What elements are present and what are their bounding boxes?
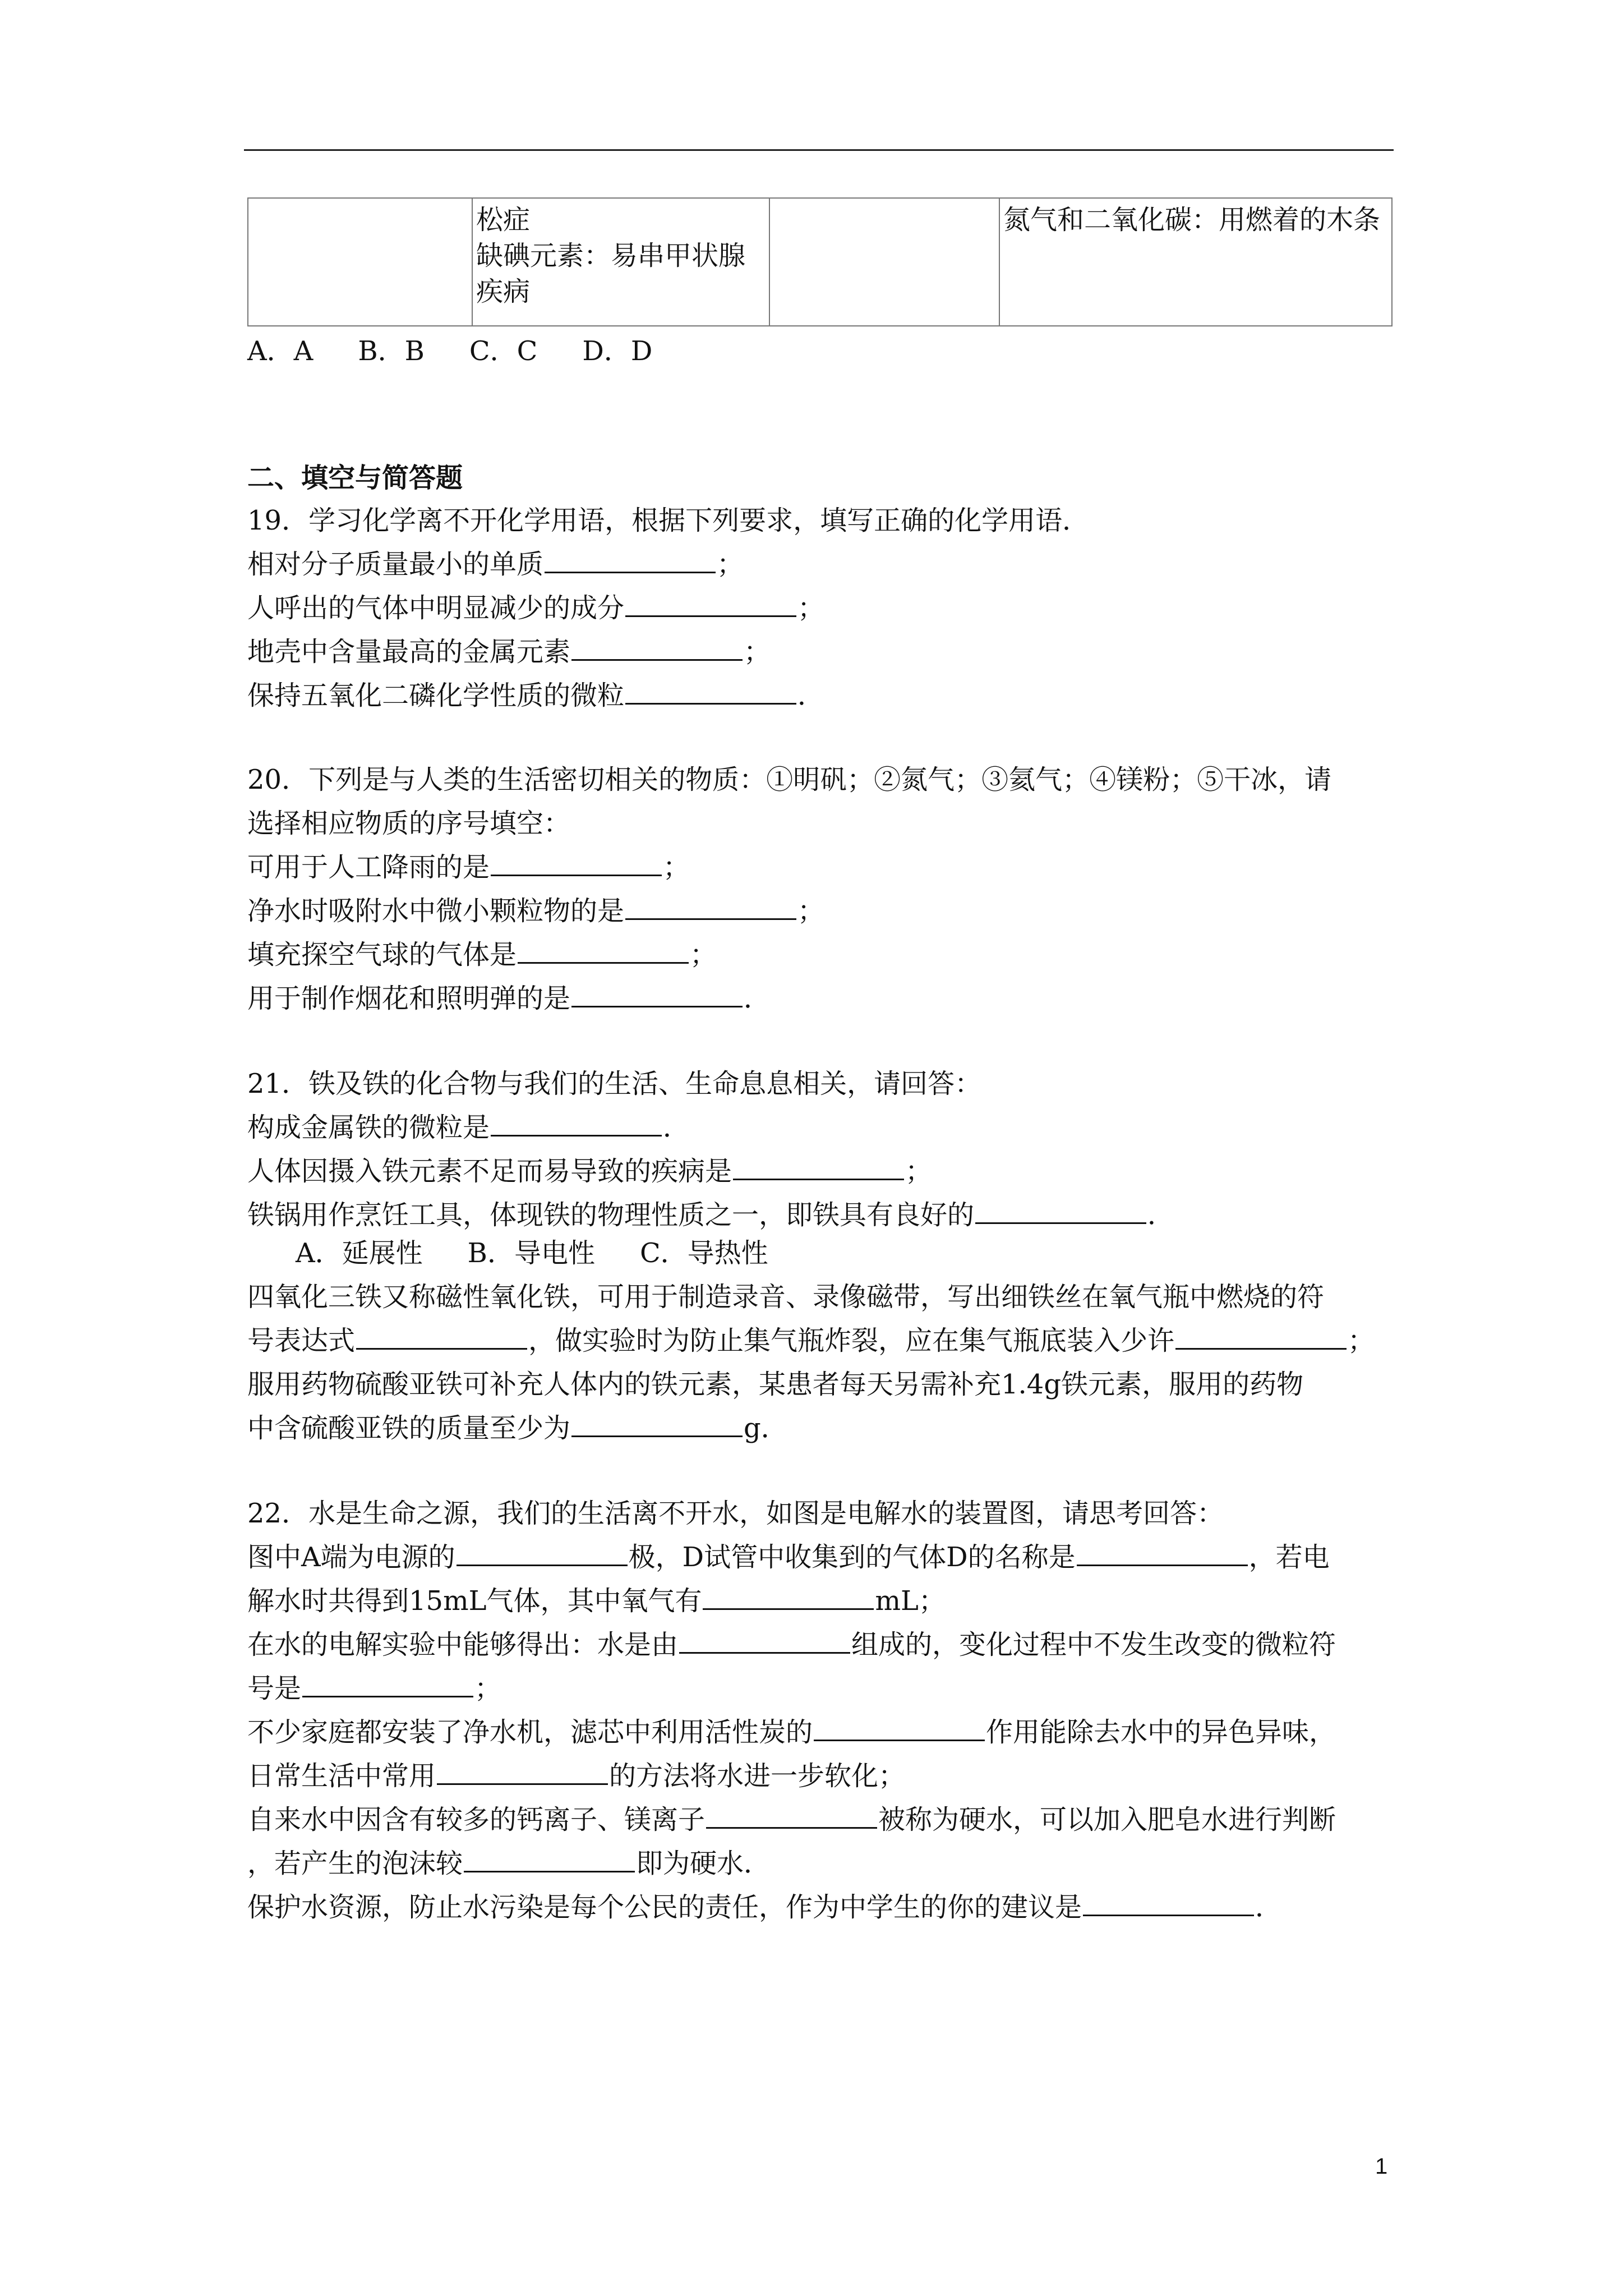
q19-item-4: 保持五氧化二磷化学性质的微粒 ． [247,678,824,714]
answer-table-fragment [247,197,1393,326]
q22-line-7: 自来水中因含有较多的钙离子、镁离子 被称为硬水，可以加入肥皂水进行判断 [247,1802,1336,1838]
table-cell [248,198,472,326]
q20-stem-line-1: 20．下列是与人类的生活密切相关的物质：①明矾；②氮气；③氦气；④镁粉；⑤干冰，请 [247,764,1332,795]
q21-options [247,1235,813,1271]
q20-stem-line-2: 选择相应物质的序号填空： [247,808,571,839]
answer-blank[interactable] [356,1323,527,1350]
option-b: B．B [358,335,425,367]
option-a: A．延展性 [296,1237,423,1269]
answer-blank[interactable] [571,981,743,1007]
answer-blank[interactable] [706,1802,877,1829]
table-cell: 松症 缺碘元素：易串甲状腺疾病 [472,198,769,326]
answer-blank[interactable] [571,634,743,661]
answer-blank[interactable] [625,591,796,617]
q21-line-5: 号表达式 ，做实验时为防止集气瓶炸裂，应在集气瓶底装入少许 ； [247,1323,1375,1359]
section-title: 二、填空与简答题 [247,462,463,494]
q21-line-2: 人体因摄入铁元素不足而易导致的疾病是 ； [247,1153,932,1189]
q21-line-3: 铁锅用作烹饪工具，体现铁的物理性质之一，即铁具有良好的 ． [247,1197,1174,1233]
q19-item-2: 人呼出的气体中明显减少的成分 ； [247,590,824,626]
answer-blank[interactable] [1083,1890,1254,1916]
answer-blank[interactable] [518,937,689,964]
q22-line-3: 在水的电解实验中能够得出：水是由 组成的，变化过程中不发生改变的微粒符 [247,1627,1336,1663]
q22-line-9: 保护水资源，防止水污染是每个公民的责任，作为中学生的你的建议是 ． [247,1889,1282,1925]
answer-blank[interactable] [1077,1540,1248,1566]
answer-blank[interactable] [545,547,716,573]
q21-line-4: 四氧化三铁又称磁性氧化铁，可用于制造录音、录像磁带，写出细铁丝在氧气瓶中燃烧的符 [247,1281,1325,1313]
option-c: C．导热性 [639,1237,768,1269]
q22-line-4: 号是 ； [247,1671,501,1706]
option-c: C．C [469,335,538,367]
table-cell: 氮气和二氧化碳：用燃着的木条 [999,198,1392,326]
q21-line-6: 服用药物硫酸亚铁可补充人体内的铁元素，某患者每天另需补充1.4g铁元素，服用的药物 [247,1369,1304,1400]
option-b: B．导电性 [467,1237,595,1269]
answer-blank[interactable] [703,1584,874,1610]
answer-blank[interactable] [437,1759,608,1785]
answer-blank[interactable] [1175,1323,1347,1350]
q21-line-1: 构成金属铁的微粒是 ． [247,1110,690,1145]
q20-item-1: 可用于人工降雨的是 ； [247,849,690,885]
answer-blank[interactable] [457,1540,628,1566]
q22-stem: 22．水是生命之源，我们的生活离不开水，如图是电解水的装置图，请思考回答： [247,1498,1224,1529]
q22-line-1: 图中A端为电源的 极，D试管中收集到的气体D的名称是 ，若电 [247,1539,1330,1575]
answer-blank[interactable] [302,1671,473,1697]
q20-item-2: 净水时吸附水中微小颗粒物的是 ； [247,893,824,929]
q22-line-8: ，若产生的泡沫较 即为硬水． [247,1846,771,1881]
option-d: D．D [582,335,653,367]
answer-blank[interactable] [975,1198,1146,1224]
answer-blank[interactable] [625,894,796,920]
table-cell [769,198,999,326]
previous-question-options [247,333,697,369]
answer-blank[interactable] [814,1715,985,1741]
q22-line-5: 不少家庭都安装了净水机，滤芯中利用活性炭的 作用能除去水中的异色异味， [247,1714,1336,1750]
q21-line-7: 中含硫酸亚铁的质量至少为 g． [247,1410,788,1446]
q21-stem: 21．铁及铁的化合物与我们的生活、生命息息相关，请回答： [247,1068,982,1099]
answer-blank[interactable] [679,1627,850,1654]
answer-blank[interactable] [464,1846,635,1872]
answer-blank[interactable] [491,850,662,876]
option-a: A．A [247,335,313,367]
q20-item-3: 填充探空气球的气体是 ； [247,937,717,973]
q20-item-4: 用于制作烟花和照明弹的是 ． [247,981,771,1016]
q19-item-3: 地壳中含量最高的金属元素 ； [247,634,771,670]
header-rule [244,149,1394,151]
answer-blank[interactable] [625,678,796,705]
q22-line-6: 日常生活中常用 的方法将水进一步软化； [247,1758,905,1794]
q19-item-1: 相对分子质量最小的单质 ； [247,546,744,582]
q22-line-2: 解水时共得到15mL气体，其中氧气有 mL； [247,1583,946,1619]
page-number: 1 [1375,2154,1388,2179]
answer-blank[interactable] [491,1110,662,1137]
table-row [248,198,1392,326]
q19-stem: 19．学习化学离不开化学用语，根据下列要求，填写正确的化学用语． [247,505,1090,536]
answer-blank[interactable] [571,1411,743,1437]
answer-blank[interactable] [733,1154,904,1180]
